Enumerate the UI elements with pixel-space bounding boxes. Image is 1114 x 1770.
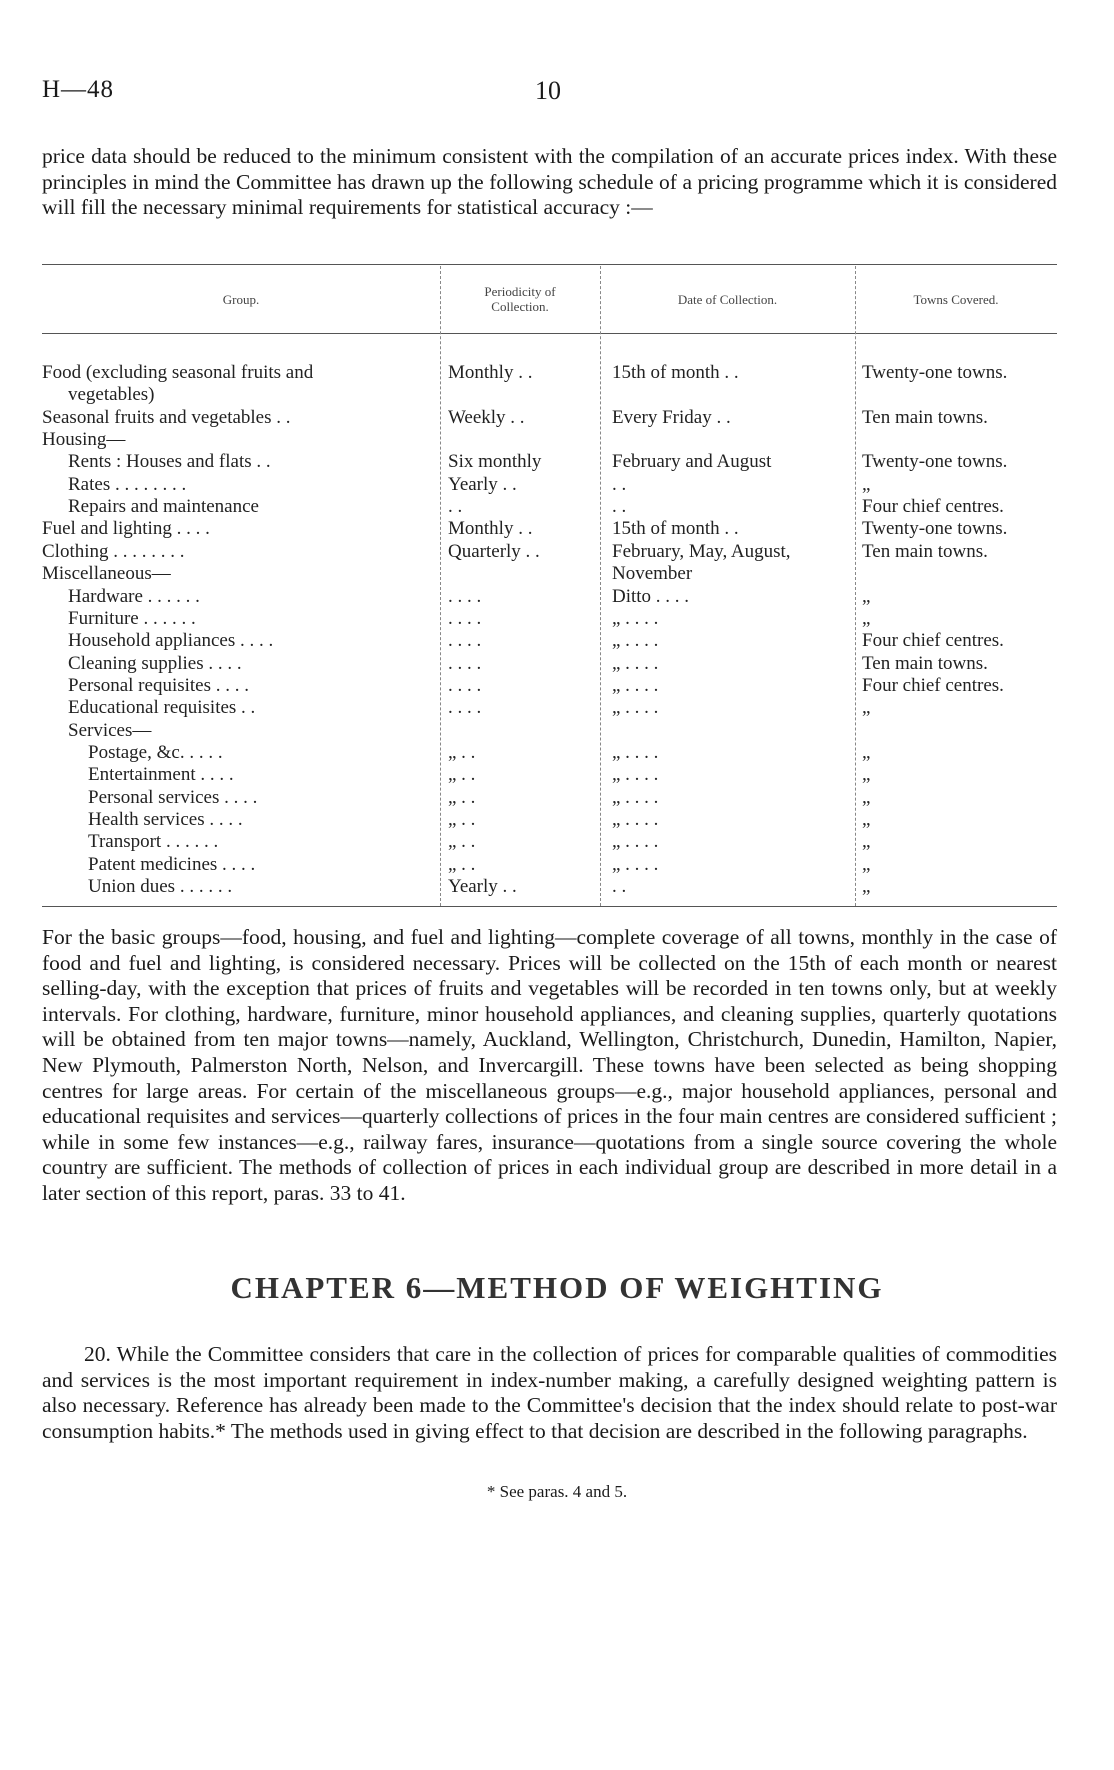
table-cell-group: Health services . . . . (88, 809, 243, 830)
table-cell-group: Clothing . . . . . . . . (42, 540, 185, 562)
table-cell-group: Hardware . . . . . . (68, 585, 200, 607)
table-cell-group: Repairs and maintenance (68, 496, 259, 518)
table-cell-periodicity: . . . . (448, 674, 482, 696)
table-cell-date: „ . . . . (612, 741, 659, 763)
table-cell-towns: Ten main towns. (862, 652, 988, 674)
page-number: 10 (535, 76, 561, 105)
table-cell-group: Union dues . . . . . . (88, 876, 233, 898)
table-cell-periodicity: . . . . (448, 697, 482, 719)
table-cell-towns: Ten main towns. (862, 406, 988, 428)
table-cell-towns: „ (862, 764, 871, 786)
table-cell-towns: „ (862, 585, 871, 607)
table-cell-group: Services— (68, 719, 152, 741)
table-cell-date: „ . . . . (612, 607, 659, 629)
table-cell-group: Housing— (42, 429, 126, 451)
table-cell-periodicity: . . . . (448, 630, 482, 652)
table-cell-group: Postage, &c. . . . . (88, 741, 223, 763)
table-cell-towns: Twenty-one towns. (862, 362, 1008, 383)
table-cell-date: „ . . . . (612, 630, 659, 652)
table-cell-group: Miscellaneous— (42, 563, 171, 585)
table-cell-towns: Four chief centres. (862, 630, 1004, 652)
table-cell-towns: „ (862, 697, 871, 719)
table-cell-towns: Four chief centres. (862, 674, 1004, 696)
table-bottom-rule (42, 906, 1057, 907)
table-cell-group: vegetables) (68, 384, 155, 406)
table-cell-date: „ . . . . (612, 786, 659, 808)
header-periodicity-line1: Periodicity of (484, 284, 556, 299)
weighting-paragraph: 20. While the Committee considers that care in the collection of prices for comparable qualities of commodities and services is the most important requirement in index-number making, a carefully designed weighting pattern is also necessary. Reference has already been made to the Committee's decision that the index should relate to post-war consumption habits.* The methods used in giving effect to that decision are described in the following paragraphs. (42, 1342, 1057, 1443)
table-cell-date: „ . . . . (612, 674, 659, 696)
table-cell-towns: „ (862, 809, 871, 830)
table-cell-periodicity: Monthly . . (448, 362, 533, 383)
footnote: * See paras. 4 and 5. (486, 1482, 628, 1501)
table-cell-date: . . (612, 496, 627, 518)
table-cell-group: Food (excluding seasonal fruits and (42, 362, 314, 383)
table-cell-periodicity: Monthly . . (448, 518, 533, 540)
column-divider (855, 266, 856, 906)
table-cell-date: „ . . . . (612, 652, 659, 674)
header-towns: Towns Covered. (913, 292, 999, 307)
table-cell-periodicity: „ . . (448, 741, 476, 763)
table-cell-towns: „ (862, 741, 871, 763)
table-cell-group: Seasonal fruits and vegetables . . (42, 406, 291, 428)
table-cell-periodicity: „ . . (448, 853, 476, 875)
table-cell-date: Every Friday . . (612, 406, 731, 428)
table-cell-date: „ . . . . (612, 831, 659, 853)
table-cell-periodicity: „ . . (448, 809, 476, 830)
table-cell-date: February, May, August, (612, 540, 791, 562)
table-cell-towns: „ (862, 853, 871, 875)
table-cell-date: . . (612, 876, 627, 898)
table-cell-date: „ . . . . (612, 697, 659, 719)
column-divider (600, 266, 601, 906)
table-cell-date: „ . . . . (612, 853, 659, 875)
table-cell-group: Personal requisites . . . . (68, 674, 250, 696)
table-cell-date: 15th of month . . (612, 518, 739, 540)
table-cell-periodicity: . . (448, 496, 463, 518)
table-cell-periodicity: „ . . (448, 786, 476, 808)
table-cell-group: Educational requisites . . (68, 697, 256, 719)
table-cell-date: 15th of month . . (612, 362, 739, 383)
table-cell-periodicity: . . . . (448, 652, 482, 674)
table-cell-towns: Twenty-one towns. (862, 518, 1008, 540)
table-cell-towns: Four chief centres. (862, 496, 1004, 518)
table-cell-towns: Ten main towns. (862, 540, 988, 562)
table-cell-group: Cleaning supplies . . . . (68, 652, 242, 674)
table-cell-group: Personal services . . . . (88, 786, 258, 808)
header-group: Group. (222, 292, 260, 307)
table-cell-date: „ . . . . (612, 809, 659, 830)
table-cell-towns: „ (862, 831, 871, 853)
document-reference: H—48 (42, 76, 115, 103)
table-cell-towns: Twenty-one towns. (862, 451, 1008, 473)
table-cell-periodicity: . . . . (448, 585, 482, 607)
table-cell-group: Rates . . . . . . . . (68, 473, 187, 495)
table-cell-towns: „ (862, 473, 871, 495)
table-cell-group: Furniture . . . . . . (68, 607, 196, 629)
table-cell-periodicity: Weekly . . (448, 406, 525, 428)
table-cell-group: Fuel and lighting . . . . (42, 518, 210, 540)
table-cell-date: „ . . . . (612, 764, 659, 786)
table-cell-date: November (612, 563, 693, 585)
table-cell-periodicity: Yearly . . (448, 876, 517, 898)
header-periodicity-line2: Collection. (491, 299, 549, 314)
table-cell-periodicity: „ . . (448, 764, 476, 786)
table-cell-periodicity: Six monthly (448, 451, 542, 473)
table-cell-group: Rents : Houses and flats . . (68, 451, 271, 473)
table-cell-periodicity: Quarterly . . (448, 540, 540, 562)
table-header-rule (42, 333, 1057, 334)
table-cell-towns: „ (862, 786, 871, 808)
table-cell-group: Entertainment . . . . (88, 764, 234, 786)
chapter-heading: CHAPTER 6—METHOD OF WEIGHTING (230, 1270, 884, 1305)
intro-paragraph: price data should be reduced to the minimum consistent with the compilation of an accurate prices index. With these principles in mind the Committee has drawn up the following schedule of a pricing programme which it is considered will fill the necessary minimal requirements for statistical accuracy :— (42, 144, 1057, 220)
table-cell-periodicity: . . . . (448, 607, 482, 629)
table-cell-periodicity: Yearly . . (448, 473, 517, 495)
column-divider (440, 266, 441, 906)
table-cell-date: Ditto . . . . (612, 585, 690, 607)
header-date: Date of Collection. (677, 292, 778, 307)
table-cell-date: February and August (612, 451, 772, 473)
table-cell-date: . . (612, 473, 627, 495)
table-cell-group: Patent medicines . . . . (88, 853, 256, 875)
table-cell-towns: „ (862, 607, 871, 629)
coverage-paragraph: For the basic groups—food, housing, and fuel and lighting—complete coverage of all towns, monthly in the case of food and fuel and lighting, is considered necessary. Prices will be collected on the 15th of each month or nearest selling-day, with the exception that prices of fruits and vegetables will be recorded in ten towns only, but at weekly intervals. For clothing, hardware, furniture, minor household appliances, and cleaning supplies, quarterly quotations will be obtained from ten major towns—namely, Auckland, Wellington, Christchurch, Dunedin, Hamilton, Napier, New Plymouth, Palmerston North, Nelson, and Invercargill. These towns have been selected as being shopping centres for large areas. For certain of the miscellaneous groups—e.g., major household appliances, personal and educational requisites and services—quarterly collections of prices in the four main centres are considered sufficient ; while in some few instances—e.g., railway fares, insurance—quotations from a single source covering the whole country are sufficient. The methods of collection of prices in each individual group are described in more detail in a later section of this report, paras. 33 to 41. (42, 925, 1057, 1205)
table-cell-towns: „ (862, 876, 871, 898)
table-cell-group: Transport . . . . . . (88, 831, 219, 853)
table-cell-periodicity: „ . . (448, 831, 476, 853)
table-top-rule (42, 264, 1057, 265)
table-cell-group: Household appliances . . . . (68, 630, 274, 652)
